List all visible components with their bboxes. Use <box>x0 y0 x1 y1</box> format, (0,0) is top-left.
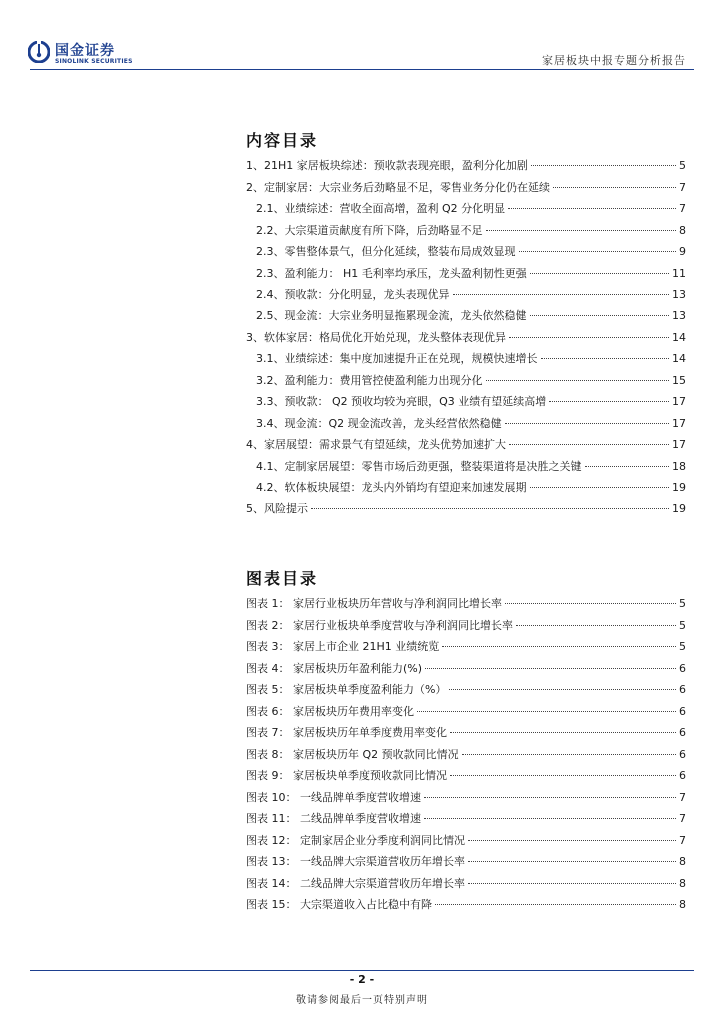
toc-leader <box>549 401 669 402</box>
figure-leader <box>468 840 676 841</box>
figure-entry-label: 图表 7： 家居板块历年单季度费用率变化 <box>246 726 447 739</box>
toc-entry[interactable] <box>246 179 686 197</box>
figure-entry-page: 7 <box>679 834 686 847</box>
figure-entry[interactable] <box>246 638 686 656</box>
toc-leader <box>486 230 677 231</box>
figure-entry[interactable] <box>246 595 686 613</box>
toc-entry-label: 4、家居展望：需求景气有望延续，龙头优势加速扩大 <box>246 438 506 451</box>
figure-entry-label: 图表 5： 家居板块单季度盈利能力（%） <box>246 683 447 696</box>
toc-entry-label: 2.3、盈利能力： H1 毛利率均承压，龙头盈利韧性更强 <box>256 267 527 280</box>
disclaimer-note: 敬请参阅最后一页特别声明 <box>296 995 428 1006</box>
figure-entry-page: 7 <box>679 812 686 825</box>
toc-entry-page: 13 <box>672 309 686 322</box>
figure-entry[interactable] <box>246 896 686 914</box>
figure-entry-label: 图表 12： 定制家居企业分季度利润同比情况 <box>246 834 465 847</box>
figure-leader <box>449 689 676 690</box>
toc-entry[interactable] <box>256 286 686 304</box>
toc-entry[interactable] <box>246 500 686 518</box>
figure-entry-label: 图表 14： 二线品牌大宗渠道营收历年增长率 <box>246 877 465 890</box>
toc-entry-page: 14 <box>672 331 686 344</box>
figure-entry[interactable] <box>246 703 686 721</box>
toc-entry[interactable] <box>256 265 686 283</box>
toc-leader <box>311 508 669 509</box>
figure-entry[interactable] <box>246 832 686 850</box>
toc-entry-label: 1、21H1 家居板块综述：预收款表现亮眼，盈利分化加剧 <box>246 159 528 172</box>
figure-entry-page: 8 <box>679 855 686 868</box>
logo-chinese-text: 国金证券 <box>55 43 115 59</box>
figure-leader <box>505 603 676 604</box>
figure-entry-page: 5 <box>679 597 686 610</box>
toc-leader <box>530 315 670 316</box>
toc-entry[interactable] <box>256 415 686 433</box>
figures-title-wrap <box>246 566 686 589</box>
toc-entry-page: 8 <box>679 224 686 237</box>
toc-entry-label: 4.1、定制家居展望：零售市场后劲更强，整装渠道将是决胜之关键 <box>256 460 582 473</box>
toc-leader <box>519 251 677 252</box>
figure-leader <box>424 797 676 798</box>
figure-entry-page: 6 <box>679 769 686 782</box>
toc-entry-label: 2.2、大宗渠道贡献度有所下降，后劲略显不足 <box>256 224 483 237</box>
toc-entry[interactable] <box>256 458 686 476</box>
figure-entry[interactable] <box>246 767 686 785</box>
figure-entry-label: 图表 8： 家居板块历年 Q2 预收款同比情况 <box>246 748 459 761</box>
toc-leader <box>505 423 669 424</box>
toc-entry-page: 15 <box>672 374 686 387</box>
figure-leader <box>516 625 676 626</box>
toc-entry-label: 3、软体家居：格局优化开始兑现，龙头整体表现优异 <box>246 331 506 344</box>
toc-entry[interactable] <box>256 372 686 390</box>
figure-entry-page: 5 <box>679 619 686 632</box>
toc-entry-page: 9 <box>679 245 686 258</box>
figure-entry-label: 图表 4： 家居板块历年盈利能力(%) <box>246 662 423 675</box>
figure-entry-label: 图表 3： 家居上市企业 21H1 业绩统览 <box>246 640 440 653</box>
figure-entry-label: 图表 15： 大宗渠道收入占比稳中有降 <box>246 898 432 911</box>
figure-entry-label: 图表 6： 家居板块历年费用率变化 <box>246 705 414 718</box>
figure-leader <box>417 711 676 712</box>
toc-entry-label: 2.3、零售整体景气，但分化延续，整装布局成效显现 <box>256 245 516 258</box>
toc-entry[interactable] <box>246 436 686 454</box>
logo-english-text: SINOLINK SECURITIES <box>55 58 133 65</box>
figure-entry-page: 6 <box>679 662 686 675</box>
toc-entry-label: 3.1、业绩综述：集中度加速提升正在兑现，规模快速增长 <box>256 352 538 365</box>
figure-entry-page: 6 <box>679 726 686 739</box>
figure-entry-label: 图表 1： 家居行业板块历年营收与净利润同比增长率 <box>246 597 502 610</box>
sinolink-logo-icon <box>28 41 50 63</box>
toc-entry[interactable] <box>246 157 686 175</box>
toc-entry[interactable] <box>256 479 686 497</box>
toc-entry-page: 18 <box>672 460 686 473</box>
toc-leader <box>531 165 676 166</box>
toc-entry-label: 2.4、预收款：分化明显，龙头表现优异 <box>256 288 450 301</box>
figure-entry[interactable] <box>246 660 686 678</box>
figure-entry-page: 8 <box>679 898 686 911</box>
figure-entry-label: 图表 9： 家居板块单季度预收款同比情况 <box>246 769 447 782</box>
figure-leader <box>468 883 676 884</box>
toc-entry-label: 5、风险提示 <box>246 502 308 515</box>
contents-title-wrap <box>246 128 686 151</box>
figure-entry[interactable] <box>246 853 686 871</box>
figure-leader <box>424 818 676 819</box>
toc-entry-label: 2.5、现金流：大宗业务明显拖累现金流，龙头依然稳健 <box>256 309 527 322</box>
figures-title: 图表目录 <box>246 569 319 588</box>
toc-entry-label: 3.3、预收款： Q2 预收均较为亮眼，Q3 业绩有望延续高增 <box>256 395 547 408</box>
header-divider <box>30 69 694 70</box>
figure-entry-page: 6 <box>679 683 686 696</box>
toc-entry-page: 19 <box>672 481 686 494</box>
figure-entry-label: 图表 13： 一线品牌大宗渠道营收历年增长率 <box>246 855 465 868</box>
figure-leader <box>468 861 676 862</box>
page-header <box>0 0 724 72</box>
toc-leader <box>553 187 676 188</box>
toc-entry-page: 11 <box>672 267 686 280</box>
toc-entry[interactable] <box>256 222 686 240</box>
figure-entry-page: 8 <box>679 877 686 890</box>
toc-entry-page: 13 <box>672 288 686 301</box>
toc-leader <box>530 487 670 488</box>
toc-entry-page: 5 <box>679 159 686 172</box>
figure-leader <box>450 775 676 776</box>
toc-entry-page: 19 <box>672 502 686 515</box>
figure-entry[interactable] <box>246 810 686 828</box>
toc-entry[interactable] <box>246 329 686 347</box>
figure-entry-page: 6 <box>679 705 686 718</box>
figure-entry-page: 7 <box>679 791 686 804</box>
figure-leader <box>462 754 676 755</box>
figure-entry[interactable] <box>246 617 686 635</box>
footer-divider <box>30 970 694 971</box>
toc-entry-label: 3.2、盈利能力：费用管控使盈利能力出现分化 <box>256 374 483 387</box>
toc-entry-page: 17 <box>672 438 686 451</box>
figure-entry-label: 图表 2： 家居行业板块单季度营收与净利润同比增长率 <box>246 619 513 632</box>
figure-entry-page: 6 <box>679 748 686 761</box>
figure-leader <box>435 904 676 905</box>
figure-entry[interactable] <box>246 681 686 699</box>
toc-entry-label: 2.1、业绩综述：营收全面高增，盈利 Q2 分化明显 <box>256 202 506 215</box>
toc-leader <box>530 273 669 274</box>
toc-entry[interactable] <box>256 350 686 368</box>
toc-entry-page: 7 <box>679 181 686 194</box>
toc-entry[interactable] <box>256 200 686 218</box>
figure-entry-page: 5 <box>679 640 686 653</box>
toc-entry[interactable] <box>256 243 686 261</box>
figure-leader <box>425 668 676 669</box>
figure-entry[interactable] <box>246 789 686 807</box>
figure-entry[interactable] <box>246 746 686 764</box>
figure-entry-label: 图表 10： 一线品牌单季度营收增速 <box>246 791 421 804</box>
toc-entry-label: 3.4、现金流：Q2 现金流改善，龙头经营依然稳健 <box>256 417 502 430</box>
toc-entry-page: 17 <box>672 417 686 430</box>
toc-entry-page: 14 <box>672 352 686 365</box>
contents-title: 内容目录 <box>246 131 319 150</box>
toc-entry-page: 7 <box>679 202 686 215</box>
company-logo <box>28 40 138 68</box>
toc-leader <box>585 466 670 467</box>
toc-entry[interactable] <box>256 393 686 411</box>
toc-leader <box>541 358 670 359</box>
figure-leader <box>450 732 676 733</box>
figure-entry-label: 图表 11： 二线品牌单季度营收增速 <box>246 812 421 825</box>
toc-entry-page: 17 <box>672 395 686 408</box>
report-title: 家居板块中报专题分析报告 <box>542 54 686 67</box>
toc-leader <box>509 337 669 338</box>
toc-leader <box>509 444 669 445</box>
toc-leader <box>453 294 670 295</box>
toc-leader <box>486 380 670 381</box>
figure-entry[interactable] <box>246 724 686 742</box>
toc-entry-label: 2、定制家居：大宗业务后劲略显不足，零售业务分化仍在延续 <box>246 181 550 194</box>
toc-entry[interactable] <box>256 307 686 325</box>
toc-leader <box>508 208 676 209</box>
page-number: - 2 - <box>349 973 375 986</box>
figure-entry[interactable] <box>246 875 686 893</box>
figure-leader <box>442 646 676 647</box>
toc-entry-label: 4.2、软体板块展望：龙头内外销均有望迎来加速发展期 <box>256 481 527 494</box>
